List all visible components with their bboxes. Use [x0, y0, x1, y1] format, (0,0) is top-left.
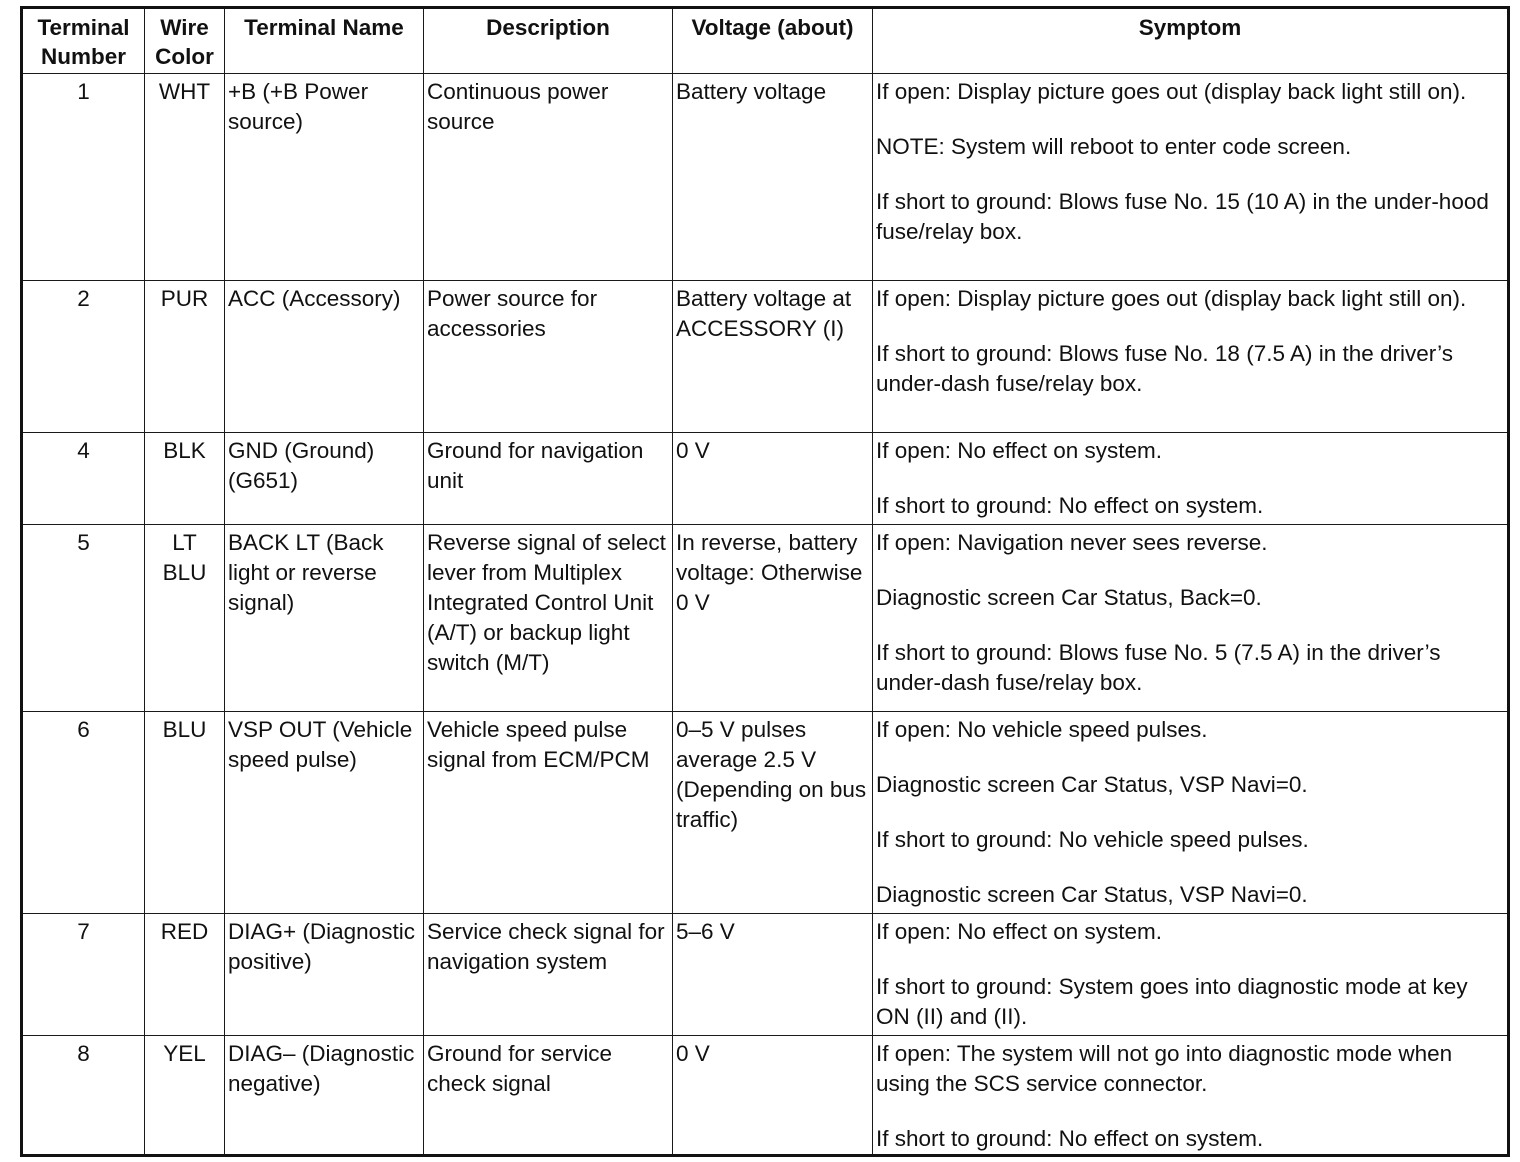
- voltage-cell: 5–6 V: [673, 914, 873, 1036]
- table-row: [22, 914, 1509, 1036]
- symptom-text: NOTE: System will reboot to enter code screen.: [876, 134, 1352, 159]
- symptom-cell: [873, 525, 1509, 712]
- terminal-number-cell: 4: [22, 433, 145, 525]
- symptom-cell: [873, 914, 1509, 1036]
- terminal-name-cell: DIAG– (Diagnostic negative): [225, 1036, 424, 1156]
- terminal-name-cell: GND (Ground) (G651): [225, 433, 424, 525]
- symptom-text: Diagnostic screen Car Status, Back=0.: [876, 585, 1262, 610]
- terminal-number-cell: 5: [22, 525, 145, 712]
- voltage-cell: Battery voltage: [673, 74, 873, 281]
- symptom-text: Diagnostic screen Car Status, VSP Navi=0.: [876, 882, 1308, 907]
- description-cell: Service check signal for navigation system: [424, 914, 673, 1036]
- symptom-cell: [873, 1036, 1509, 1156]
- voltage-cell: Battery voltage at ACCESSORY (I): [673, 281, 873, 433]
- terminal-number-cell: 8: [22, 1036, 145, 1156]
- voltage-cell: 0 V: [673, 1036, 873, 1156]
- table-row: [22, 74, 1509, 281]
- wire-color-cell: PUR: [145, 281, 225, 433]
- voltage-cell: 0–5 V pulses average 2.5 V (Depending on bus traffic): [673, 712, 873, 914]
- terminal-name-cell: DIAG+ (Diagnostic positive): [225, 914, 424, 1036]
- table-row: [22, 281, 1509, 433]
- table-row: [22, 525, 1509, 712]
- description-cell: Vehicle speed pulse signal from ECM/PCM: [424, 712, 673, 914]
- wire-color-cell: WHT: [145, 74, 225, 281]
- description-cell: Ground for service check signal: [424, 1036, 673, 1156]
- voltage-cell: In reverse, battery voltage: Otherwise 0 V: [673, 525, 873, 712]
- terminal-name-cell: BACK LT (Back light or reverse signal): [225, 525, 424, 712]
- table-row: [22, 1036, 1509, 1156]
- wire-color-cell: YEL: [145, 1036, 225, 1156]
- symptom-text: If short to ground: No effect on system.: [876, 493, 1264, 518]
- header-voltage: Voltage (about): [673, 8, 873, 74]
- symptom-text: If short to ground: No vehicle speed pulses.: [876, 827, 1309, 852]
- header-terminal-name: Terminal Name: [225, 8, 424, 74]
- symptom-text: If open: No effect on system.: [876, 919, 1162, 944]
- header-row: [22, 8, 1509, 74]
- terminal-number-cell: 6: [22, 712, 145, 914]
- symptom-cell: [873, 712, 1509, 914]
- symptom-text: If open: The system will not go into diagnostic mode when using the SCS service connector.: [876, 1041, 1453, 1096]
- symptom-text: If short to ground: Blows fuse No. 15 (10 A) in the under-hood fuse/relay box.: [876, 189, 1489, 244]
- description-cell: Continuous power source: [424, 74, 673, 281]
- voltage-cell: 0 V: [673, 433, 873, 525]
- symptom-text: If short to ground: Blows fuse No. 5 (7.5 A) in the driver’s under-dash fuse/relay box.: [876, 640, 1441, 695]
- terminal-table-container: [20, 6, 1510, 1157]
- symptom-cell: [873, 433, 1509, 525]
- symptom-cell: [873, 74, 1509, 281]
- wire-color-cell: RED: [145, 914, 225, 1036]
- table-row: [22, 712, 1509, 914]
- header-terminal-number: Terminal Number: [22, 8, 145, 74]
- terminal-name-cell: +B (+B Power source): [225, 74, 424, 281]
- header-description: Description: [424, 8, 673, 74]
- terminal-name-cell: ACC (Accessory): [225, 281, 424, 433]
- symptom-text: If short to ground: Blows fuse No. 18 (7.5 A) in the driver’s under-dash fuse/relay box.: [876, 341, 1453, 396]
- description-cell: Reverse signal of select lever from Multiplex Integrated Control Unit (A/T) or backup light switch (M/T): [424, 525, 673, 712]
- wire-color-cell: LT BLU: [145, 525, 225, 712]
- terminal-name-cell: VSP OUT (Vehicle speed pulse): [225, 712, 424, 914]
- wire-color-cell: BLU: [145, 712, 225, 914]
- symptom-text: If short to ground: System goes into diagnostic mode at key ON (II) and (II).: [876, 974, 1468, 1029]
- symptom-cell: [873, 281, 1509, 433]
- terminal-number-cell: 2: [22, 281, 145, 433]
- terminal-number-cell: 1: [22, 74, 145, 281]
- description-cell: Power source for accessories: [424, 281, 673, 433]
- symptom-text: If short to ground: No effect on system.: [876, 1126, 1264, 1151]
- symptom-text: If open: Navigation never sees reverse.: [876, 530, 1268, 555]
- symptom-text: Diagnostic screen Car Status, VSP Navi=0.: [876, 772, 1308, 797]
- table-row: [22, 433, 1509, 525]
- wire-color-cell: BLK: [145, 433, 225, 525]
- header-wire-color: Wire Color: [145, 8, 225, 74]
- symptom-text: If open: No effect on system.: [876, 438, 1162, 463]
- symptom-text: If open: Display picture goes out (display back light still on).: [876, 286, 1467, 311]
- symptom-text: If open: No vehicle speed pulses.: [876, 717, 1208, 742]
- symptom-text: If open: Display picture goes out (display back light still on).: [876, 79, 1467, 104]
- header-symptom: Symptom: [873, 8, 1509, 74]
- description-cell: Ground for navigation unit: [424, 433, 673, 525]
- terminal-table: [20, 6, 1510, 1157]
- terminal-number-cell: 7: [22, 914, 145, 1036]
